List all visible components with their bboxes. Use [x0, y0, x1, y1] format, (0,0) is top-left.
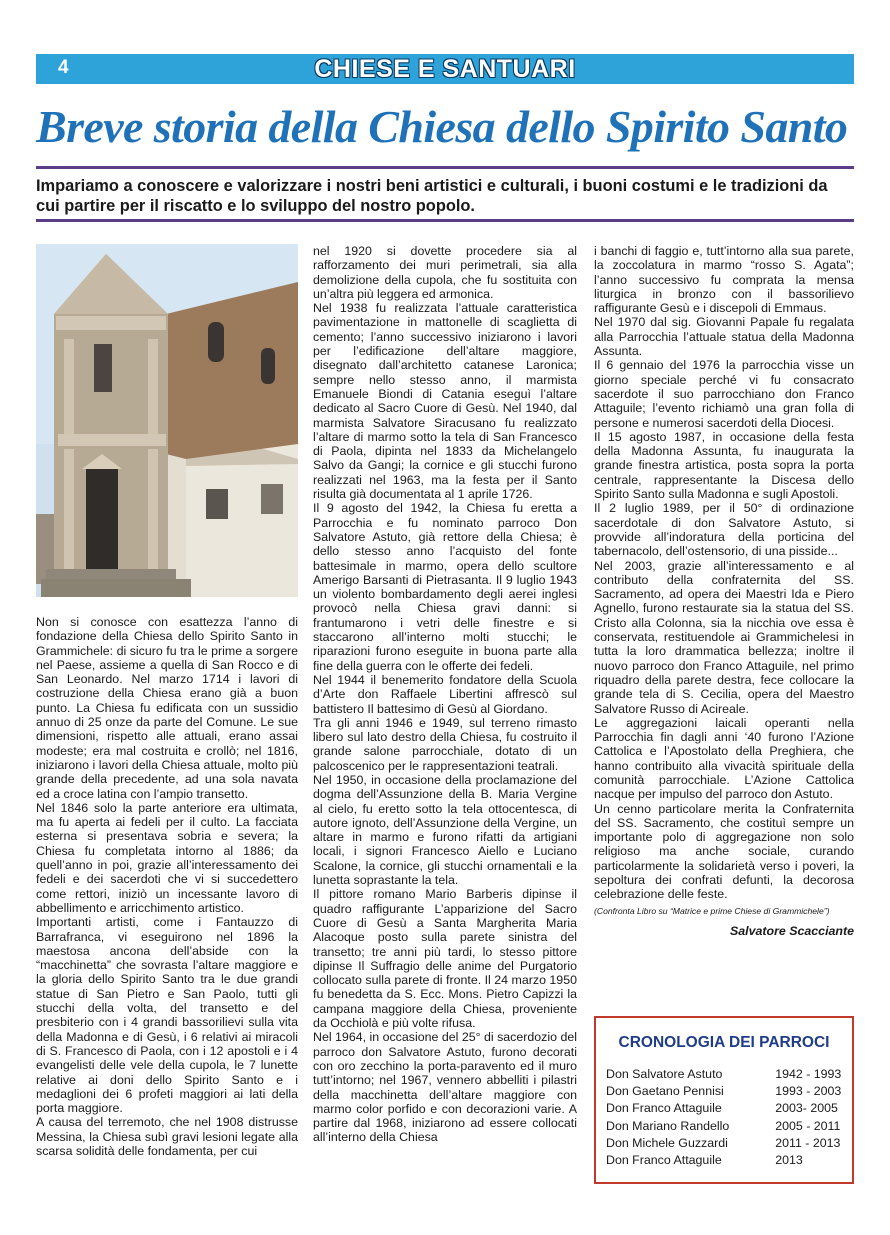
list-item — [606, 1066, 846, 1083]
parroco-years: 2003- 2005 — [775, 1101, 838, 1116]
paragraph: Nel 1938 fu realizzata l’attuale caratteristica pavimentazione in mattonelle di scaglietta di cemento; l’anno successivo iniziarono i lavori per l’edificazione dell’altare maggiore, disegnato dall’architetto catanese Laronica; sempre nello stesso anno, il marmista Emanuele Biondi di Catania eseguì l’altare dedicato al Sacro Cuore di Gesù. Nel 1940, dal marmista Salvatore Siracusano fu realizzato l’altare di marmo sotto la tela di San Francesco di Paola, dipinta nel 1833 da Michelangelo Salvo da Gangi; la cornice e gli stucchi furono realizzati nel 1963, ma la festa per il Santo risulta già documentata al 1 aprile 1726. — [313, 301, 577, 502]
source-reference: (Confronta Libro su “Matrice e prime Chiese di Grammichele”) — [594, 905, 830, 916]
paragraph: Un cenno particolare merita la Confraternita del SS. Sacramento, che costituì sempre un importante polo di aggregazione non solo religioso ma anche sociale, curando particolarmente la solidarietà verso i poveri, la sepoltura dei confrati defunti, la decorosa celebrazione delle feste. — [594, 801, 854, 902]
list-item — [606, 1083, 846, 1100]
parroco-years: 2013 — [775, 1153, 803, 1168]
author-name: Salvatore Scacciante — [730, 923, 854, 938]
paragraph: Importanti artisti, come i Fantauzzo di Barrafranca, vi eseguirono nel 1896 la maestosa ancona dell’abside con la “macchinetta” che sovrasta l’altare maggiore e la gloria dello Spirito Santo tra le due grandi statue di San Pietro e San Paolo, tutti gli stucchi della volta, del transetto e del presbiterio con i 4 grandi bassorilievi sulla vita della Madonna e di Gesù, i 6 relativi ai miracoli di S. Francesco di Paola, con i 12 apostoli e i 4 evangelisti delle vele della cupola, le 7 lunette relative ai doni dello Spirito Santo e i medaglioni dei 6 profeti maggiori ai lati della porta maggiore. — [36, 915, 298, 1116]
paragraph: Nel 1950, in occasione della proclamazione del dogma dell’Assunzione della B. Maria Vergine al cielo, fu eretto sotto la tela ottocentesca, di autore ignoto, dell’Assunzione della Vergine, un altare in marmo e furono rifatti da artigiani locali, i signori Francesco Aiello e Luciano Scalone, la cornice, gli stucchi ornamentali e la lunetta soprastante la tela. — [313, 772, 577, 888]
article-title: Breve storia della Chiesa dello Spirito Santo — [36, 101, 848, 152]
paragraph: Il 9 agosto del 1942, la Chiesa fu eretta a Parrocchia e fu nominato parroco Don Salvatore Astuto, già rettore della Chiesa; è dello stesso anno l’acquisto del fonte battesimale in marmo, opera dello scultore Amerigo Barsanti di Pietrasanta. Il 9 luglio 1943 un violento bombardamento degli aerei inglesi provocò nella Chiesa gravi danni: si frantumarono i vetri delle finestre e si staccarono all’interno molti stucchi; le riparazioni furono eseguite in buona parte alla fine della guerra con le offerte dei fedeli. — [313, 501, 577, 673]
paragraph: Il pittore romano Mario Barberis dipinse il quadro raffigurante L’apparizione del Sacro Cuore di Gesù a Santa Margherita Maria Alacoque posto sulla parete sinistra del transetto; tre anni più tardi, lo stesso pittore dipinse Il Suffragio delle anime del Purgatorio collocato sulla parete di fronte. Il 24 marzo 1950 fu benedetta da S. Ecc. Mons. Pietro Capizzi la campana maggiore della Chiesa, proveniente da Occhiolà e più volte rifusa. — [313, 887, 577, 1031]
paragraph: A causa del terremoto, che nel 1908 distrusse Messina, la Chiesa subì gravi lesioni legate alla scarsa solidità delle fondamenta, per cui — [36, 1115, 298, 1158]
list-item — [606, 1100, 846, 1117]
list-item — [606, 1118, 846, 1135]
parroco-years: 2005 - 2011 — [775, 1118, 841, 1133]
parroco-years: 1942 - 1993 — [775, 1067, 842, 1081]
intro-divider — [36, 219, 854, 222]
church-photo — [36, 244, 298, 597]
parroco-name: Don Franco Attaguile — [606, 1153, 722, 1168]
page-number: 4 — [58, 57, 69, 78]
cronologia-box — [594, 1016, 854, 1184]
cronologia-title: CRONOLOGIA DEI PARROCI — [618, 1034, 830, 1051]
article-column-2 — [313, 244, 577, 1145]
list-item — [606, 1152, 846, 1169]
list-item — [606, 1135, 846, 1152]
article-intro: Impariamo a conoscere e valorizzare i nostri beni artistici e culturali, i buoni costumi e le tradizioni da cui partire per il riscatto e lo sviluppo del nostro popolo. — [36, 177, 828, 215]
parroco-years: 2011 - 2013 — [775, 1135, 841, 1150]
paragraph: Nel 1846 solo la parte anteriore era ultimata, ma fu aperta ai fedeli per il culto. La facciata esterna si presentava sobria e severa; la Chiesa fu completata intorno al 1886; da quell’anno in poi, grazie all’interessamento dei fedeli e dei sacerdoti che vi si succedettero come rettori, iniziò un incessante lavoro di abbellimento e arricchimento artistico. — [36, 800, 298, 915]
article-column-1 — [36, 615, 298, 1158]
paragraph: Il 6 gennaio del 1976 la parrocchia visse un giorno speciale perché vi fu consacrato sacerdote il suo parrocchiano don Franco Attaguile; l’evento richiamò una gran folla di persone e numerosi sacerdoti della Diocesi. — [594, 358, 854, 430]
paragraph: Nel 1964, in occasione del 25° di sacerdozio del parroco don Salvatore Astuto, furono decorati con oro zecchino la porta-paravento ed il muro tutt’intorno; nel 1967, vennero abbelliti i pilastri della macchinetta dell’altare maggiore con marmo color porfido e con decorazioni varie. A partire dal 1968, iniziarono ad essere collocati all’interno della Chiesa — [313, 1030, 577, 1145]
parroco-name: Don Salvatore Astuto — [606, 1067, 723, 1081]
paragraph: Le aggregazioni laicali operanti nella Parrocchia fin dagli anni ‘40 furono l’Azione Cattolica e l’Apostolato della Preghiera, che hanno contribuito alla vivacità spirituale della comunità parrocchiale. L’Azione Cattolica nacque per impulso del parroco don Astuto. — [594, 715, 854, 802]
parroco-name: Don Mariano Randello — [606, 1118, 730, 1133]
paragraph: nel 1920 si dovette procedere sia al rafforzamento dei muri perimetrali, sia alla demolizione della cupola, che fu sostituita con un’altra più leggera ed armonica. — [313, 244, 577, 301]
section-title: CHIESE E SANTUARI — [314, 55, 576, 83]
paragraph: Il 15 agosto 1987, in occasione della festa della Madonna Assunta, fu inaugurata la grande finestra artistica, posta sopra la porta centrale, rappresentante la Discesa dello Spirito Santo sulla Madonna e sugli Apostoli. — [594, 429, 854, 502]
paragraph: Nel 1944 il benemerito fondatore della Scuola d’Arte don Raffaele Libertini affrescò sul battistero Il battesimo di Gesù al Giordano. — [313, 672, 577, 716]
parroco-years: 1993 - 2003 — [775, 1084, 842, 1099]
paragraph: Tra gli anni 1946 e 1949, sul terreno rimasto libero sul lato destro della Chiesa, fu costruito il grande salone parrocchiale, dotato di un palcoscenico per le rappresentazioni teatrali. — [313, 715, 577, 773]
section-header-bar — [36, 54, 854, 84]
parroco-name: Don Michele Guzzardi — [606, 1135, 728, 1150]
paragraph: Nel 1970 dal sig. Giovanni Papale fu regalata alla Parrocchia l’attuale statua della Madonna Assunta. — [594, 315, 854, 359]
article-column-3 — [594, 244, 854, 938]
title-divider — [36, 166, 854, 169]
cronologia-list — [606, 1066, 846, 1169]
paragraph: Nel 2003, grazie all’interessamento e al contributo della confraternita del SS. Sacramento, ad opera dei Maestri Ida e Piero Agnello, furono restaurate sia la statua del SS. Cristo alla Colonna, sia la nicchia ove essa è conservata, restituendole ai Grammichelesi in tutta la loro drammatica bellezza; inoltre il nuovo parroco don Franco Attaguile, nel primo riquadro della parete destra, fece collocare la grande tela di S. Cecilia, opera del Maestro Salvatore Russo di Acireale. — [594, 558, 854, 716]
parroco-name: Don Gaetano Pennisi — [606, 1084, 724, 1099]
paragraph: Non si conosce con esattezza l’anno di fondazione della Chiesa dello Spirito Santo in Grammichele: di sicuro fu tra le prime a sorgere nel Paese, assieme a quella di San Rocco e di San Leonardo. Nel marzo 1714 i lavori di costruzione della Chiesa erano già a buon punto. La Chiesa fu edificata con un sussidio annuo di 25 onze da parte del Comune. Le sue dimensioni, rispetto alle attuali, erano assai modeste; era mal costruita e crollò; nel 1816, iniziarono i lavori della Chiesa attuale, molto più grande della precedente, ad una sola navata ed a croce latina con l’ampio transetto. — [36, 615, 298, 801]
paragraph: Il 2 luglio 1989, per il 50° di ordinazione sacerdotale di don Salvatore Astuto, si provvide all’indoratura della porticina del tabernacolo, dell’ostensorio, di una pisside... — [594, 501, 854, 559]
parroco-name: Don Franco Attaguile — [606, 1101, 722, 1116]
paragraph: i banchi di faggio e, tutt’intorno alla sua parete, la zoccolatura in marmo “rosso S. Agata”; l’anno successivo fu comprata la mensa liturgica in bronzo con il bassorilievo raffigurante Gesù e i discepoli di Emmaus. — [594, 244, 854, 316]
